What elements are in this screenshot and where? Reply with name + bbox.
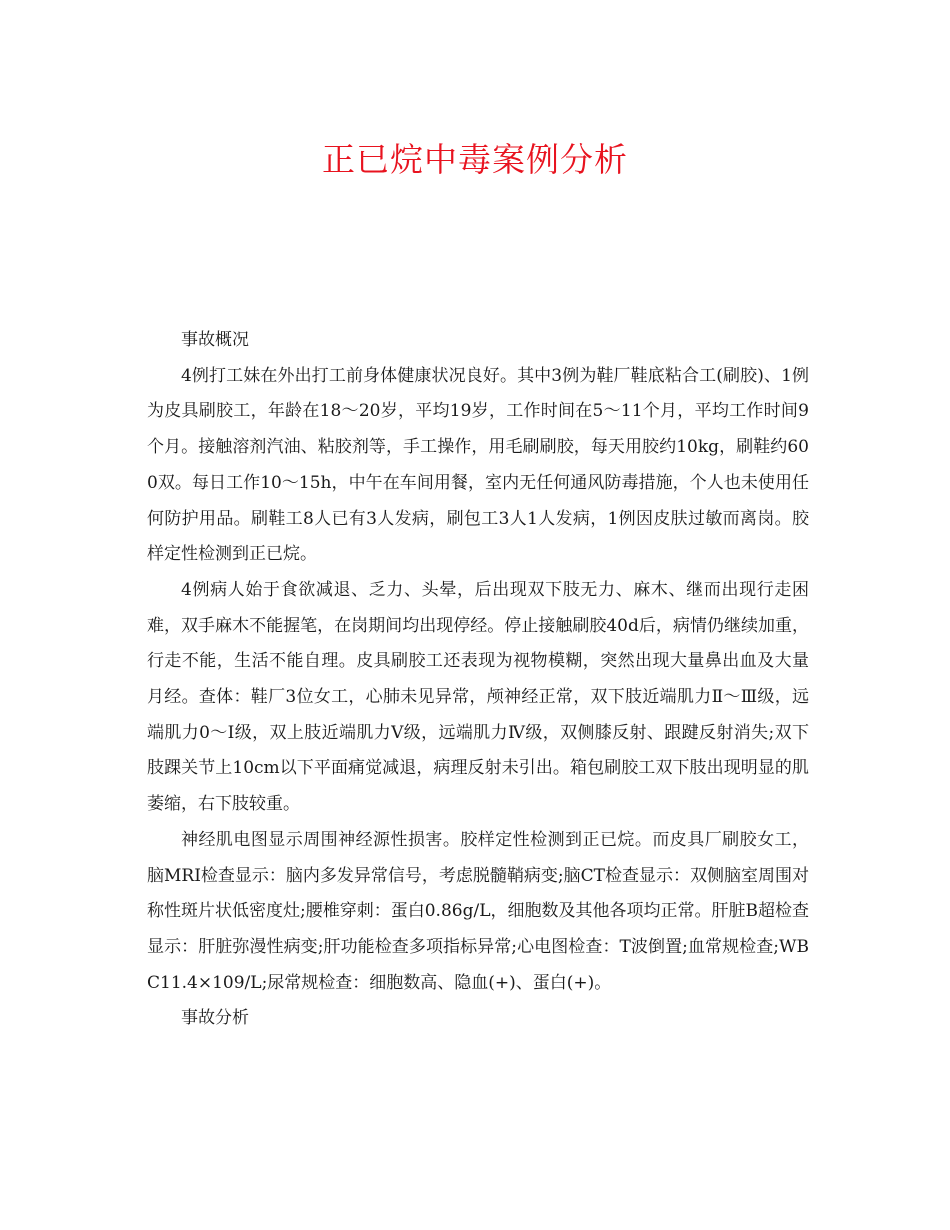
document-title: 正已烷中毒案例分析 <box>322 140 628 179</box>
document-body <box>147 323 809 1037</box>
paragraph-worker-background: 4例打工妹在外出打工前身体健康状况良好。其中3例为鞋厂鞋底粘合工(刷胶)、1例为皮具刷胶工，年龄在18～20岁，平均19岁，工作时间在5～11个月，平均工作时间9个月。接触溶剂汽油、粘胶剂等，手工操作，用毛刷刷胶，每天用胶约10kg，刷鞋约600双。每日工作10～15h，中午在车间用餐，室内无任何通风防毒措施，个人也未使用任何防护用品。刷鞋工8人已有3人发病，刷包工3人1人发病，1例因皮肤过敏而离岗。胶样定性检测到正已烷。 <box>147 365 809 565</box>
paragraph-symptoms-examination: 4例病人始于食欲减退、乏力、头晕，后出现双下肢无力、麻木、继而出现行走困难，双手麻木不能握笔，在岗期间均出现停经。停止接触刷胶40d后，病情仍继续加重，行走不能，生活不能自理。皮具刷胶工还表现为视物模糊，突然出现大量鼻出血及大量月经。查体：鞋厂3位女工，心肺未见异常，颅神经正常，双下肢近端肌力Ⅱ～Ⅲ级，远端肌力0～Ⅰ级，双上肢近端肌力Ⅴ级，远端肌力Ⅳ级，双侧膝反射、跟踺反射消失;双下肢踝关节上10cm以下平面痛觉减退，病理反射未引出。箱包刷胶工双下肢出现明显的肌萎缩，右下肢较重。 <box>147 579 809 815</box>
section-heading-accident-overview: 事故概况 <box>181 330 249 350</box>
section-heading-accident-analysis: 事故分析 <box>181 1008 249 1029</box>
paragraph-diagnostic-tests: 神经肌电图显示周围神经源性损害。胶样定性检测到正已烷。而皮具厂刷胶女工，脑MRI检查显示：脑内多发异常信号，考虑脱髓鞘病变;脑CT检查显示：双侧脑室周围对称性斑片状低密度灶;腰椎穿刺：蛋白0.86g/L，细胞数及其他各项均正常。肝脏B超检查显示：肝脏弥漫性病变;肝功能检查多项指标异常;心电图检查：T波倒置;血常规检查;WBC11.4×109/L;尿常规检查：细胞数高、隐血(+)、蛋白(+)。 <box>147 829 809 993</box>
